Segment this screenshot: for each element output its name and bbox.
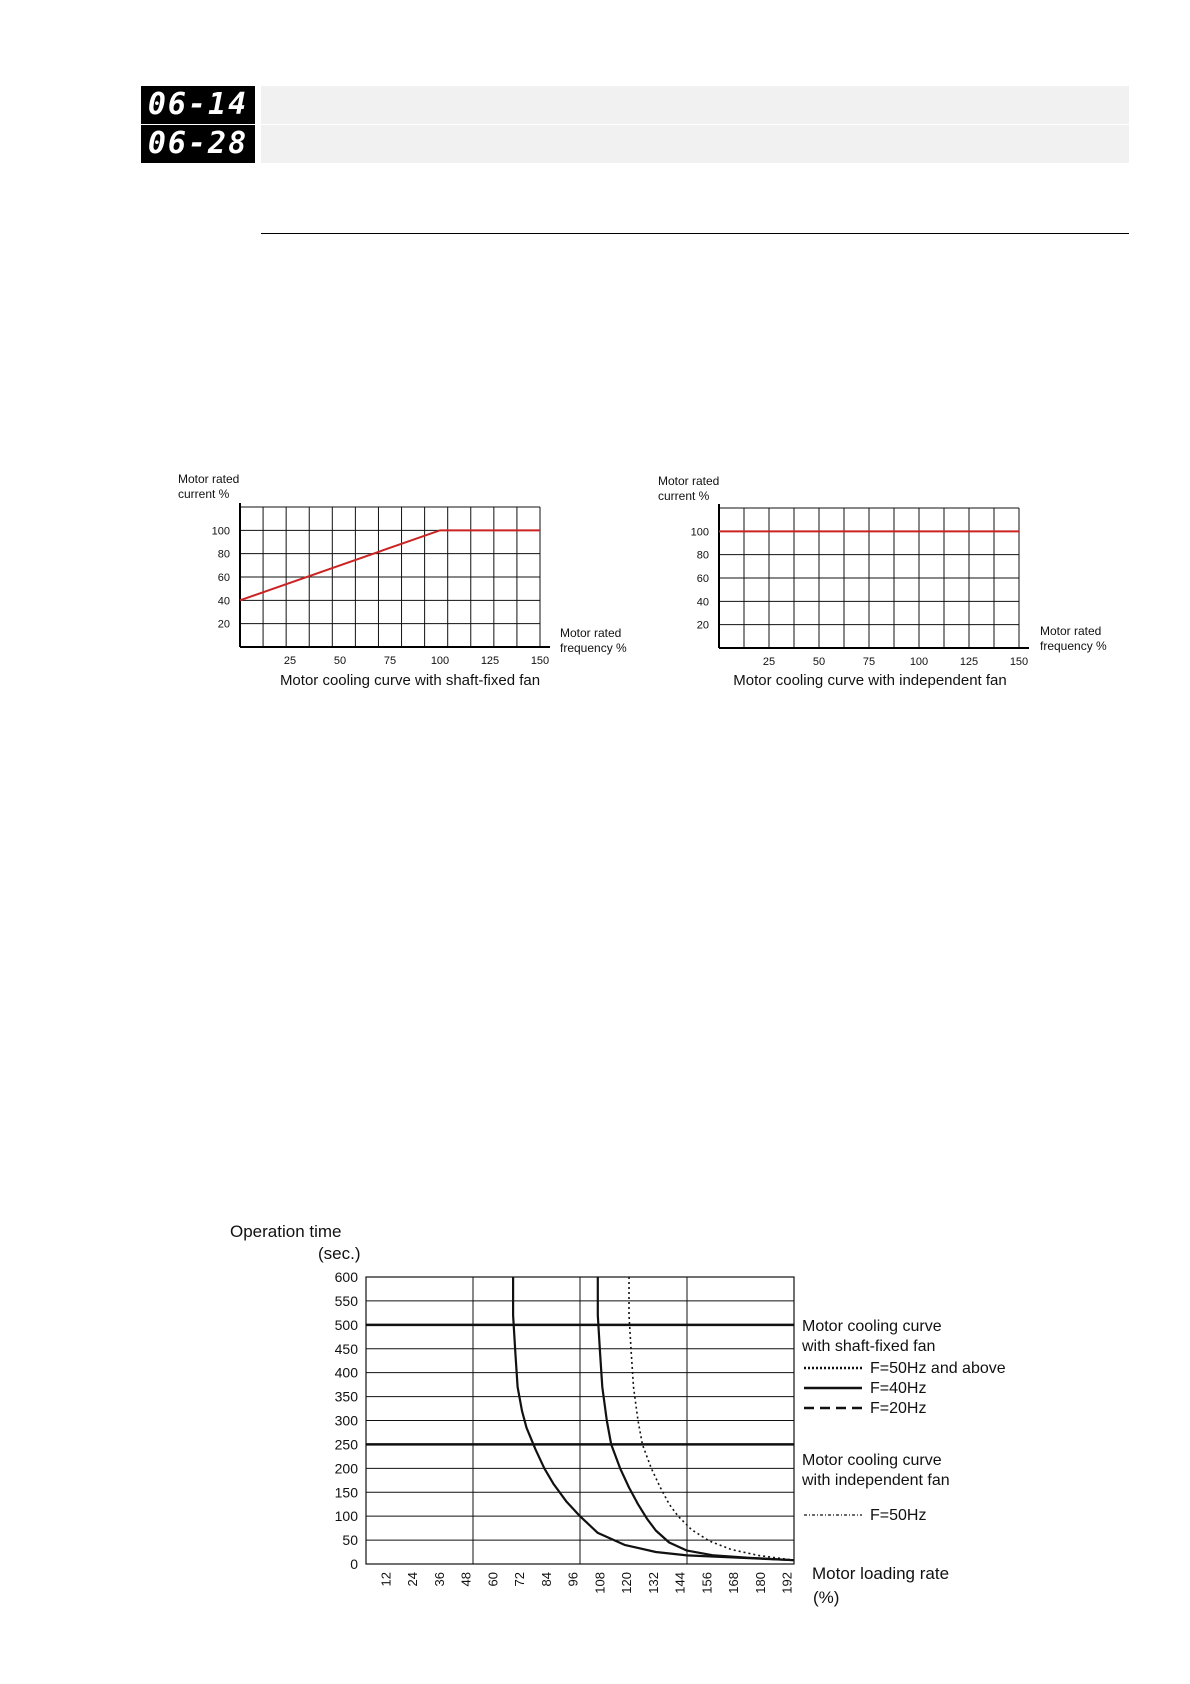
- y-axis-label-line2: current %: [658, 489, 710, 503]
- y-tick-label: 80: [217, 548, 230, 561]
- x-tick-label: 25: [762, 656, 776, 668]
- y-tick-label: 550: [334, 1292, 358, 1309]
- x-tick-label: 125: [480, 655, 500, 667]
- x-tick-label: 72: [512, 1572, 527, 1587]
- x-tick-label: 50: [812, 656, 826, 668]
- x-tick-label: 25: [283, 655, 297, 667]
- x-axis-label-line2: (%): [813, 1588, 840, 1607]
- series-line-curve-A: [513, 1277, 794, 1560]
- x-tick-label: 84: [538, 1572, 554, 1587]
- y-tick-label: 450: [334, 1340, 358, 1357]
- x-tick-label: 156: [699, 1572, 715, 1594]
- parameter-code-badge: 06-14: [141, 86, 255, 124]
- x-axis-label-line1: Motor rated: [560, 626, 622, 640]
- series-line-curve-C: [629, 1277, 794, 1560]
- y-tick-label: 100: [690, 526, 709, 539]
- x-tick-label: 144: [672, 1572, 688, 1594]
- x-axis-label-line1: Motor loading rate: [812, 1564, 950, 1583]
- x-tick-label: 75: [862, 656, 876, 668]
- parameter-row-1: [141, 86, 1129, 124]
- parameter-band: [261, 86, 1129, 124]
- y-tick-label: 80: [696, 549, 709, 562]
- y-tick-label: 0: [350, 1556, 358, 1572]
- y-tick-label: 40: [696, 596, 709, 609]
- legend-label-20hz: F=20Hz: [870, 1400, 927, 1417]
- y-tick-label: 600: [334, 1269, 358, 1285]
- y-tick-label: 50: [342, 1532, 358, 1549]
- chart-independent-fan: [650, 465, 1130, 695]
- y-axis-label-line1: Motor rated: [178, 472, 240, 486]
- y-tick-label: 20: [696, 619, 709, 632]
- chart-shaft-fixed-fan: [170, 465, 650, 695]
- x-tick-label: 168: [726, 1572, 741, 1594]
- y-tick-label: 300: [334, 1412, 358, 1429]
- chart-operation-time: [220, 1215, 1100, 1620]
- y-tick-label: 500: [334, 1316, 358, 1333]
- legend-label-50hz-above: F=50Hz and above: [870, 1360, 1006, 1377]
- y-axis-label-line1: Operation time: [230, 1222, 342, 1241]
- x-tick-label: 12: [378, 1572, 394, 1587]
- y-tick-label: 350: [334, 1388, 358, 1405]
- parameter-band: [261, 125, 1129, 163]
- y-tick-label: 100: [211, 525, 230, 538]
- y-tick-label: 150: [334, 1484, 358, 1501]
- x-tick-label: 100: [909, 656, 929, 668]
- x-tick-label: 180: [752, 1572, 768, 1594]
- series-line: [240, 530, 540, 600]
- x-tick-label: 24: [405, 1572, 420, 1587]
- series-line-curve-B: [598, 1277, 794, 1560]
- parameter-code-badge: 06-28: [141, 125, 255, 163]
- x-tick-label: 36: [431, 1572, 447, 1587]
- x-tick-label: 50: [333, 655, 347, 667]
- legend-label-40hz: F=40Hz: [870, 1380, 927, 1397]
- x-tick-label: 192: [779, 1572, 795, 1594]
- x-axis-label-line2: frequency %: [560, 641, 627, 655]
- x-tick-label: 60: [485, 1572, 501, 1587]
- legend-group1-title-line1: Motor cooling curve: [802, 1318, 942, 1335]
- y-tick-label: 250: [334, 1436, 358, 1453]
- y-tick-label: 60: [696, 573, 709, 585]
- x-tick-label: 150: [1009, 656, 1029, 668]
- x-axis-label-line2: frequency %: [1040, 639, 1107, 653]
- y-tick-label: 200: [334, 1460, 358, 1477]
- y-tick-label: 400: [334, 1364, 358, 1381]
- y-axis-label-line1: Motor rated: [658, 474, 720, 488]
- y-axis-label-line2: (sec.): [318, 1244, 361, 1263]
- y-tick-label: 60: [217, 572, 230, 584]
- y-tick-label: 100: [334, 1508, 358, 1525]
- chart-title: Motor cooling curve with shaft-fixed fan: [279, 672, 541, 689]
- legend-group1-title-line2: with shaft-fixed fan: [802, 1338, 936, 1355]
- chart-title: Motor cooling curve with independent fan: [733, 672, 1007, 689]
- legend-label-50hz: F=50Hz: [870, 1507, 927, 1524]
- x-tick-label: 132: [645, 1572, 661, 1594]
- x-tick-label: 125: [959, 656, 979, 668]
- x-tick-label: 120: [619, 1572, 634, 1594]
- y-tick-label: 20: [217, 618, 230, 631]
- section-divider: [261, 233, 1129, 234]
- x-tick-label: 108: [592, 1572, 608, 1594]
- legend-group2-title-line2: with independent fan: [802, 1472, 950, 1489]
- parameter-row-2: [141, 125, 1129, 163]
- x-tick-label: 100: [430, 655, 450, 667]
- y-tick-label: 40: [217, 595, 230, 608]
- y-axis-label-line2: current %: [178, 487, 230, 501]
- legend-group2-title-line1: Motor cooling curve: [802, 1452, 942, 1469]
- x-tick-label: 96: [565, 1572, 581, 1587]
- x-axis-label-line1: Motor rated: [1040, 624, 1102, 638]
- x-tick-label: 75: [383, 655, 397, 667]
- x-tick-label: 150: [530, 655, 550, 667]
- x-tick-label: 48: [458, 1572, 474, 1587]
